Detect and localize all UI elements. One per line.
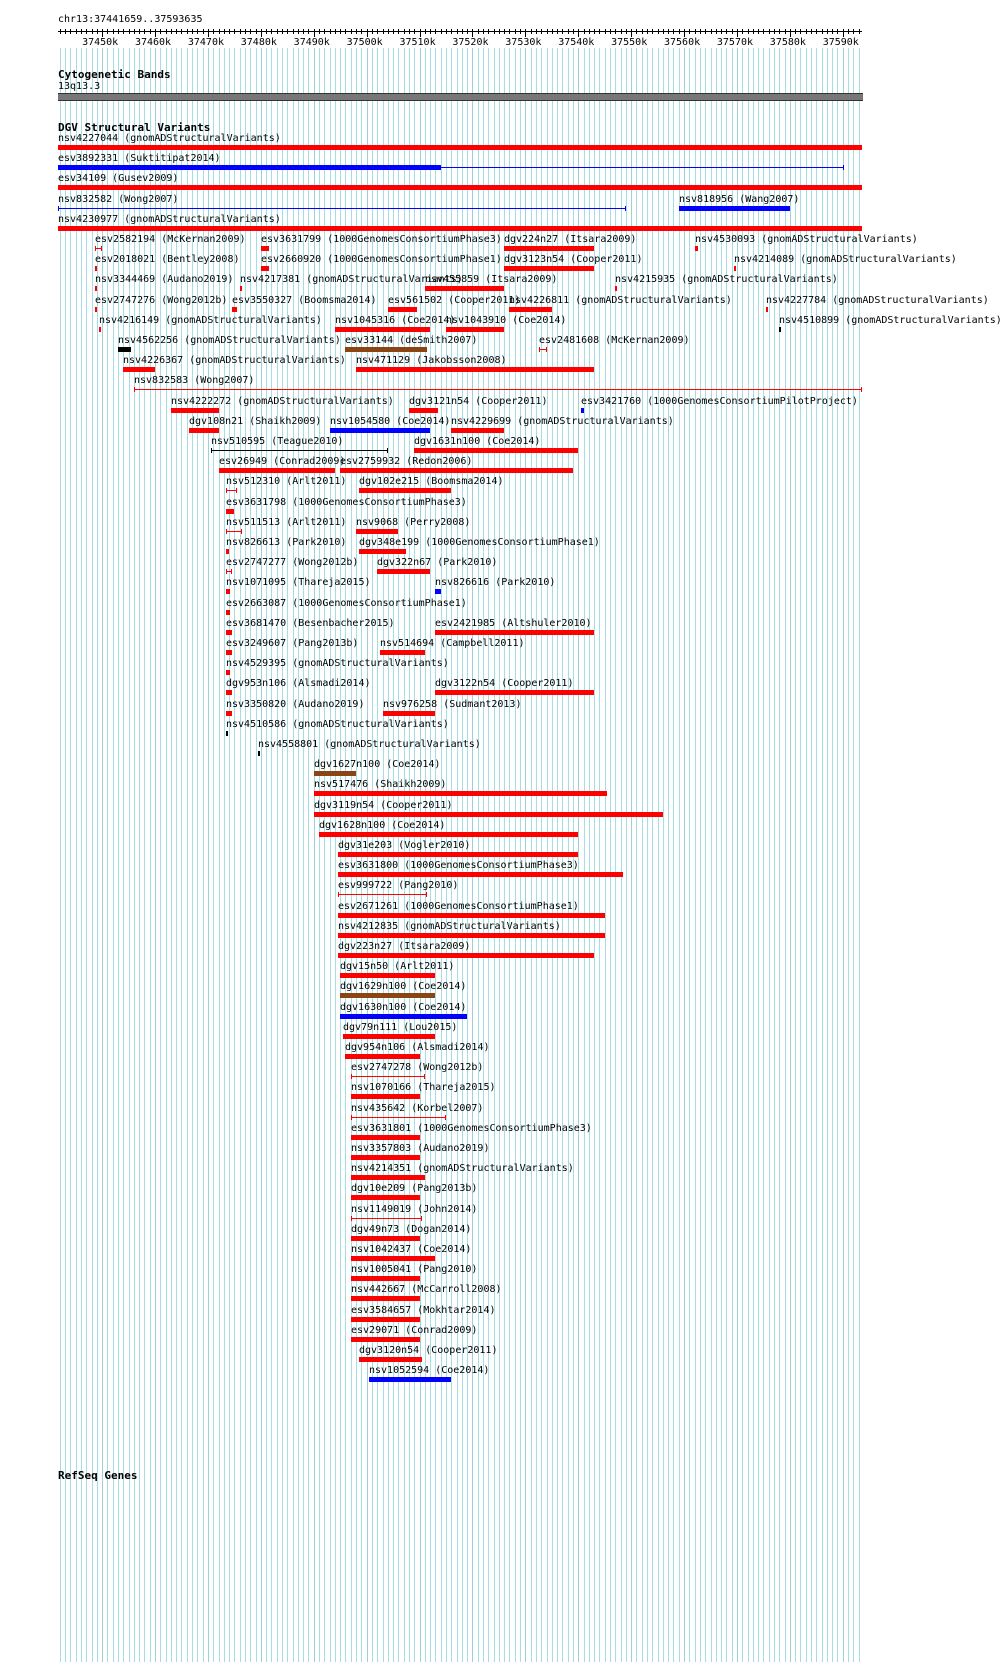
variant-label[interactable]: nsv976258 (Sudmant2013) (383, 698, 522, 710)
coordinate-ruler[interactable] (0, 26, 890, 48)
variant-label[interactable]: nsv471129 (Jakobsson2008) (356, 355, 507, 367)
variant-label[interactable]: esv29071 (Conrad2009) (351, 1324, 478, 1336)
variant-bar[interactable] (314, 812, 663, 817)
variant-bar[interactable] (226, 690, 232, 695)
variant-label[interactable]: nsv832583 (Wong2007) (134, 375, 255, 387)
variant-bar[interactable] (123, 367, 155, 372)
variant-bar[interactable] (261, 246, 269, 251)
ruler-tick-label: 37490k (293, 37, 330, 48)
variant-label[interactable]: esv3421760 (1000GenomesConsortiumPilotProject) (581, 395, 858, 407)
variant-label[interactable]: dgv223n27 (Itsara2009) (338, 941, 471, 952)
variant-label[interactable]: nsv4212835 (gnomADStructuralVariants) (338, 920, 561, 932)
variant-span-line[interactable] (338, 894, 427, 895)
variant-label[interactable]: nsv1149019 (John2014) (351, 1203, 478, 1215)
variant-label[interactable]: nsv512310 (Arlt2011) (226, 476, 347, 488)
variant-label[interactable]: nsv4530093 (gnomADStructuralVariants) (695, 234, 918, 245)
variant-bar[interactable] (171, 408, 219, 413)
variant-label[interactable]: nsv1005041 (Pang2010) (351, 1264, 478, 1276)
variant-label[interactable]: nsv4558801 (gnomADStructuralVariants) (258, 739, 481, 750)
variant-bar[interactable] (351, 1296, 420, 1301)
variant-label[interactable]: dgv1630n100 (Coe2014) (340, 1001, 467, 1013)
variant-span-line[interactable] (211, 450, 388, 451)
variant-label[interactable]: esv34109 (Gusev2009) (58, 173, 179, 185)
variant-bar[interactable] (335, 327, 430, 332)
variant-label[interactable]: esv2747276 (Wong2012b) (95, 294, 228, 306)
variant-label[interactable]: nsv514694 (Campbell2011) (380, 638, 525, 649)
variant-bar[interactable] (226, 711, 232, 716)
variant-span-cap (351, 1216, 352, 1221)
variant-bar[interactable] (351, 1337, 420, 1342)
variant-label[interactable]: dgv322n67 (Park2010) (377, 557, 498, 569)
variant-bar[interactable] (356, 529, 398, 534)
variant-label[interactable]: esv2018021 (Bentley2008) (95, 254, 240, 266)
variant-bar[interactable] (435, 589, 441, 594)
variant-label[interactable]: dgv3120n54 (Cooper2011) (359, 1345, 498, 1356)
variant-bar[interactable] (226, 549, 229, 554)
variant-label[interactable]: dgv10e209 (Pang2013b) (351, 1183, 478, 1195)
variant-label[interactable]: esv3631800 (1000GenomesConsortiumPhase3) (338, 860, 579, 872)
variant-span-cap (226, 529, 227, 534)
variant-span-cap (861, 387, 862, 392)
variant-label[interactable]: esv3631798 (1000GenomesConsortiumPhase3) (226, 496, 467, 508)
variant-label[interactable]: dgv102e215 (Boomsma2014) (359, 476, 504, 488)
variant-label[interactable]: nsv4227044 (gnomADStructuralVariants) (58, 133, 281, 144)
variant-label[interactable]: nsv455859 (Itsara2009) (425, 274, 558, 286)
variant-label[interactable]: nsv4510586 (gnomADStructuralVariants) (226, 718, 449, 730)
variant-label[interactable]: dgv224n27 (Itsara2009) (504, 234, 637, 245)
variant-bar[interactable] (359, 1357, 422, 1362)
variant-span-cap (338, 892, 339, 897)
variant-bar[interactable] (240, 286, 242, 291)
variant-label[interactable]: esv561502 (Cooper2011) (388, 294, 521, 306)
variant-label[interactable]: nsv442667 (McCarroll2008) (351, 1284, 502, 1296)
ruler-tick-label: 37510k (399, 37, 436, 48)
variant-label[interactable]: dgv31e203 (Vogler2010) (338, 840, 471, 851)
variant-span-cap (546, 347, 547, 352)
variant-label[interactable]: esv3584657 (Mokhtar2014) (351, 1304, 496, 1316)
variant-bar[interactable] (95, 266, 97, 271)
variant-label[interactable]: nsv1045316 (Coe2014) (335, 314, 456, 326)
variant-bar[interactable] (340, 468, 573, 473)
variant-span-cap (241, 529, 242, 534)
variant-bar[interactable] (359, 549, 406, 554)
variant-bar[interactable] (388, 307, 417, 312)
variant-bar[interactable] (58, 165, 441, 170)
variant-bar[interactable] (695, 246, 698, 251)
variant-span-cap (445, 1115, 446, 1120)
variant-span-cap (231, 569, 232, 574)
variant-span-cap (625, 206, 626, 211)
variant-bar[interactable] (409, 408, 438, 413)
variant-label[interactable]: nsv4529395 (gnomADStructuralVariants) (226, 658, 449, 670)
variant-label[interactable]: dgv3123n54 (Cooper2011) (504, 254, 643, 266)
variant-span-line[interactable] (134, 389, 862, 390)
variant-label[interactable]: nsv4226811 (gnomADStructuralVariants) (509, 294, 732, 306)
variant-label[interactable]: esv2481608 (McKernan2009) (539, 335, 690, 346)
variant-label[interactable]: esv2660920 (1000GenomesConsortiumPhase1) (261, 254, 502, 266)
variant-bar[interactable] (314, 791, 607, 796)
cytoband-ideogram[interactable] (58, 93, 863, 101)
variant-label[interactable]: dgv1631n100 (Coe2014) (414, 436, 541, 447)
ruler-tick-label: 37560k (663, 37, 701, 48)
variant-bar[interactable] (226, 630, 232, 635)
variant-label[interactable]: dgv3122n54 (Cooper2011) (435, 678, 574, 690)
variant-span-line[interactable] (441, 167, 843, 168)
variant-bar[interactable] (509, 307, 552, 312)
variant-bar[interactable] (351, 1276, 420, 1281)
variant-bar[interactable] (226, 650, 232, 655)
variant-label[interactable]: nsv4214089 (gnomADStructuralVariants) (734, 254, 957, 266)
variant-label[interactable]: nsv4214351 (gnomADStructuralVariants) (351, 1163, 574, 1175)
variant-bar[interactable] (351, 1175, 425, 1180)
variant-bar[interactable] (779, 327, 781, 332)
variant-bar[interactable] (504, 266, 594, 271)
variant-label[interactable]: esv2671261 (1000GenomesConsortiumPhase1) (338, 900, 579, 912)
variant-bar[interactable] (446, 327, 504, 332)
variant-bar[interactable] (581, 408, 584, 413)
variant-bar[interactable] (95, 286, 97, 291)
variant-bar[interactable] (118, 347, 131, 352)
variant-bar[interactable] (351, 1195, 420, 1200)
variant-label[interactable]: nsv4227784 (gnomADStructuralVariants) (766, 294, 989, 306)
variant-span-cap (539, 347, 540, 352)
variant-bar[interactable] (679, 206, 790, 211)
ruler-tick-label: 37480k (240, 37, 277, 48)
variant-label[interactable]: esv33144 (deSmith2007) (345, 335, 478, 346)
variant-span-cap (387, 448, 388, 453)
variant-label[interactable]: nsv1052594 (Coe2014) (369, 1365, 490, 1377)
variant-label[interactable]: dgv3119n54 (Cooper2011) (314, 799, 453, 811)
variant-label[interactable]: dgv15n50 (Arlt2011) (340, 961, 455, 973)
variant-span-line[interactable] (351, 1076, 425, 1077)
variant-label[interactable]: nsv832582 (Wong2007) (58, 193, 179, 205)
variant-bar[interactable] (435, 630, 594, 635)
variant-bar[interactable] (504, 246, 594, 251)
variant-span-cap (58, 206, 59, 211)
ruler-tick-label: 37540k (558, 37, 595, 48)
variant-span-cap (101, 246, 102, 251)
variant-bar[interactable] (58, 145, 862, 150)
ruler-tick-label: 37470k (187, 37, 224, 48)
variant-bar[interactable] (369, 1377, 451, 1382)
variant-bar[interactable] (338, 872, 623, 877)
variant-bar[interactable] (377, 569, 430, 574)
variant-label[interactable]: nsv1042437 (Coe2014) (351, 1244, 472, 1255)
variant-span-cap (424, 1074, 425, 1079)
variant-bar[interactable] (319, 832, 578, 837)
variant-span-line[interactable] (351, 1117, 446, 1118)
variant-label[interactable]: nsv4226367 (gnomADStructuralVariants) (123, 355, 346, 367)
variant-label[interactable]: nsv1070166 (Thareja2015) (351, 1082, 496, 1094)
variant-label[interactable]: dgv108n21 (Shaikh2009) (189, 415, 322, 427)
variant-label[interactable]: esv3550327 (Boomsma2014) (232, 294, 377, 306)
variant-label[interactable]: nsv1054580 (Coe2014) (330, 415, 451, 427)
variant-label[interactable]: esv3681470 (Besenbacher2015) (226, 617, 395, 629)
ruler-tick-label: 37550k (611, 37, 648, 48)
variant-bar[interactable] (356, 367, 594, 372)
variant-bar[interactable] (99, 327, 101, 332)
dgv-track-title[interactable]: DGV Structural Variants (58, 121, 211, 134)
variant-bar[interactable] (189, 428, 219, 433)
variant-label[interactable]: esv999722 (Pang2010) (338, 880, 459, 892)
variant-bar[interactable] (338, 852, 578, 857)
variant-span-cap (236, 488, 237, 493)
variant-label[interactable]: nsv4562256 (gnomADStructuralVariants) (118, 335, 341, 346)
ruler-tick-label: 37530k (505, 37, 542, 48)
variant-label[interactable]: dgv1627n100 (Coe2014) (314, 759, 441, 771)
variant-bar[interactable] (425, 286, 504, 291)
variant-bar[interactable] (226, 731, 228, 736)
variant-label[interactable]: nsv4230977 (gnomADStructuralVariants) (58, 213, 281, 225)
variant-bar[interactable] (314, 771, 356, 776)
ruler-tick-label: 37460k (134, 37, 172, 48)
variant-bar[interactable] (351, 1256, 435, 1261)
variant-label[interactable]: dgv79n111 (Lou2015) (343, 1021, 458, 1033)
variant-label[interactable]: esv2663087 (1000GenomesConsortiumPhase1) (226, 597, 467, 609)
variant-bar[interactable] (226, 610, 230, 615)
cytoband-label: 13q13.3 (58, 81, 101, 92)
variant-bar[interactable] (380, 650, 425, 655)
variant-span-cap (351, 1074, 352, 1079)
variant-span-cap (211, 448, 212, 453)
variant-label[interactable]: nsv826613 (Park2010) (226, 537, 347, 548)
variant-bar[interactable] (226, 509, 234, 514)
variant-bar[interactable] (615, 286, 617, 291)
variant-bar[interactable] (340, 973, 435, 978)
variant-bar[interactable] (338, 913, 605, 918)
variant-bar[interactable] (345, 1054, 420, 1059)
variant-bar[interactable] (351, 1155, 420, 1160)
variant-bar[interactable] (340, 993, 435, 998)
variant-bar[interactable] (226, 589, 230, 594)
variant-label[interactable]: dgv1629n100 (Coe2014) (340, 981, 467, 993)
variant-bar[interactable] (359, 488, 451, 493)
variant-span-cap (95, 246, 96, 251)
cytoband-track-title[interactable]: Cytogenetic Bands (58, 68, 171, 81)
variant-label[interactable]: esv3631799 (1000GenomesConsortiumPhase3) (261, 234, 502, 245)
refseq-track-title[interactable]: RefSeq Genes (58, 1469, 138, 1482)
variant-label[interactable]: esv3249607 (Pang2013b) (226, 638, 359, 649)
variant-bar[interactable] (451, 428, 504, 433)
variant-label[interactable]: nsv3357803 (Audano2019) (351, 1143, 490, 1154)
variant-bar[interactable] (261, 266, 269, 271)
variant-label[interactable]: nsv4216149 (gnomADStructuralVariants) (99, 314, 322, 326)
ruler-tick-label: 37580k (769, 37, 806, 48)
variant-label[interactable]: esv2747278 (Wong2012b) (351, 1062, 484, 1074)
variant-bar[interactable] (343, 1034, 435, 1039)
variant-span-cap (421, 1216, 422, 1221)
variant-label[interactable]: nsv4229699 (gnomADStructuralVariants) (451, 415, 674, 427)
variant-label[interactable]: esv26949 (Conrad2009) (219, 456, 346, 468)
variant-bar[interactable] (414, 448, 578, 453)
variant-label[interactable]: nsv1043910 (Coe2014) (446, 314, 567, 326)
variant-label[interactable]: nsv4217381 (gnomADStructuralVariants) (240, 274, 463, 286)
variant-bar[interactable] (219, 468, 335, 473)
variant-bar[interactable] (340, 1014, 467, 1019)
variant-label[interactable]: esv2759932 (Redon2006) (340, 456, 473, 468)
variant-label[interactable]: esv2582194 (McKernan2009) (95, 234, 246, 245)
variant-label[interactable]: esv2747277 (Wong2012b) (226, 557, 359, 569)
variant-bar[interactable] (351, 1135, 420, 1140)
variant-label[interactable]: nsv818956 (Wang2007) (679, 193, 800, 205)
variant-bar[interactable] (58, 226, 862, 231)
variant-span-cap (226, 488, 227, 493)
variant-label[interactable]: nsv1071095 (Thareja2015) (226, 577, 371, 589)
variant-bar[interactable] (330, 428, 430, 433)
variant-span-cap (843, 165, 844, 170)
variant-bar[interactable] (232, 307, 237, 312)
variant-bar[interactable] (345, 347, 427, 352)
variant-label[interactable]: dgv3121n54 (Cooper2011) (409, 395, 548, 407)
region-label: chr13:37441659..37593635 (58, 14, 203, 25)
variant-label[interactable]: esv3631801 (1000GenomesConsortiumPhase3) (351, 1122, 592, 1134)
variant-label[interactable]: nsv510595 (Teague2010) (211, 436, 344, 447)
variant-label[interactable]: nsv4222272 (gnomADStructuralVariants) (171, 395, 394, 407)
variant-span-cap (351, 1115, 352, 1120)
variant-label[interactable]: nsv435642 (Korbel2007) (351, 1102, 484, 1114)
variant-label[interactable]: dgv953n106 (Alsmadi2014) (226, 678, 371, 690)
variant-span-cap (134, 387, 135, 392)
variant-label[interactable]: nsv4215935 (gnomADStructuralVariants) (615, 274, 838, 286)
variant-label[interactable]: nsv9068 (Perry2008) (356, 516, 471, 528)
ruler-tick-label: 37520k (452, 37, 489, 48)
variant-bar[interactable] (734, 266, 736, 271)
variant-span-cap (226, 569, 227, 574)
variant-span-cap (426, 892, 427, 897)
variant-label[interactable]: nsv826616 (Park2010) (435, 577, 556, 589)
variant-label[interactable]: nsv517476 (Shaikh2009) (314, 779, 447, 791)
variant-label[interactable]: dgv49n73 (Dogan2014) (351, 1223, 472, 1235)
variant-bar[interactable] (766, 307, 768, 312)
variant-label[interactable]: dgv348e199 (1000GenomesConsortiumPhase1) (359, 537, 600, 548)
variant-bar[interactable] (258, 751, 260, 756)
variant-bar[interactable] (338, 953, 594, 958)
ruler-tick-label: 37590k (822, 37, 859, 48)
variant-label[interactable]: nsv511513 (Arlt2011) (226, 516, 347, 528)
variant-bar[interactable] (351, 1317, 420, 1322)
variant-span-line[interactable] (226, 531, 242, 532)
variant-bar[interactable] (95, 307, 97, 312)
variant-label[interactable]: dgv954n106 (Alsmadi2014) (345, 1042, 490, 1053)
variant-label[interactable]: nsv4510899 (gnomADStructuralVariants) (779, 314, 1002, 326)
ruler-tick-label: 37500k (346, 37, 383, 48)
ruler-tick-label: 37570k (716, 37, 754, 48)
variant-bar[interactable] (226, 670, 230, 675)
variant-bar[interactable] (383, 711, 435, 716)
variant-label[interactable]: dgv1628n100 (Coe2014) (319, 819, 446, 831)
variant-span-line[interactable] (58, 208, 626, 209)
variant-label[interactable]: nsv3350820 (Audano2019) (226, 698, 365, 710)
variant-bar[interactable] (338, 933, 605, 938)
variant-label[interactable]: esv3892331 (Suktitipat2014) (58, 153, 221, 165)
variant-bar[interactable] (351, 1094, 420, 1099)
variant-bar[interactable] (435, 690, 594, 695)
variant-label[interactable]: esv2421985 (Altshuler2010) (435, 617, 592, 629)
variant-bar[interactable] (351, 1236, 420, 1241)
ruler-tick-label: 37450k (82, 37, 119, 48)
variant-span-line[interactable] (351, 1218, 422, 1219)
variant-label[interactable]: nsv3344469 (Audano2019) (95, 274, 234, 286)
variant-bar[interactable] (58, 185, 862, 190)
